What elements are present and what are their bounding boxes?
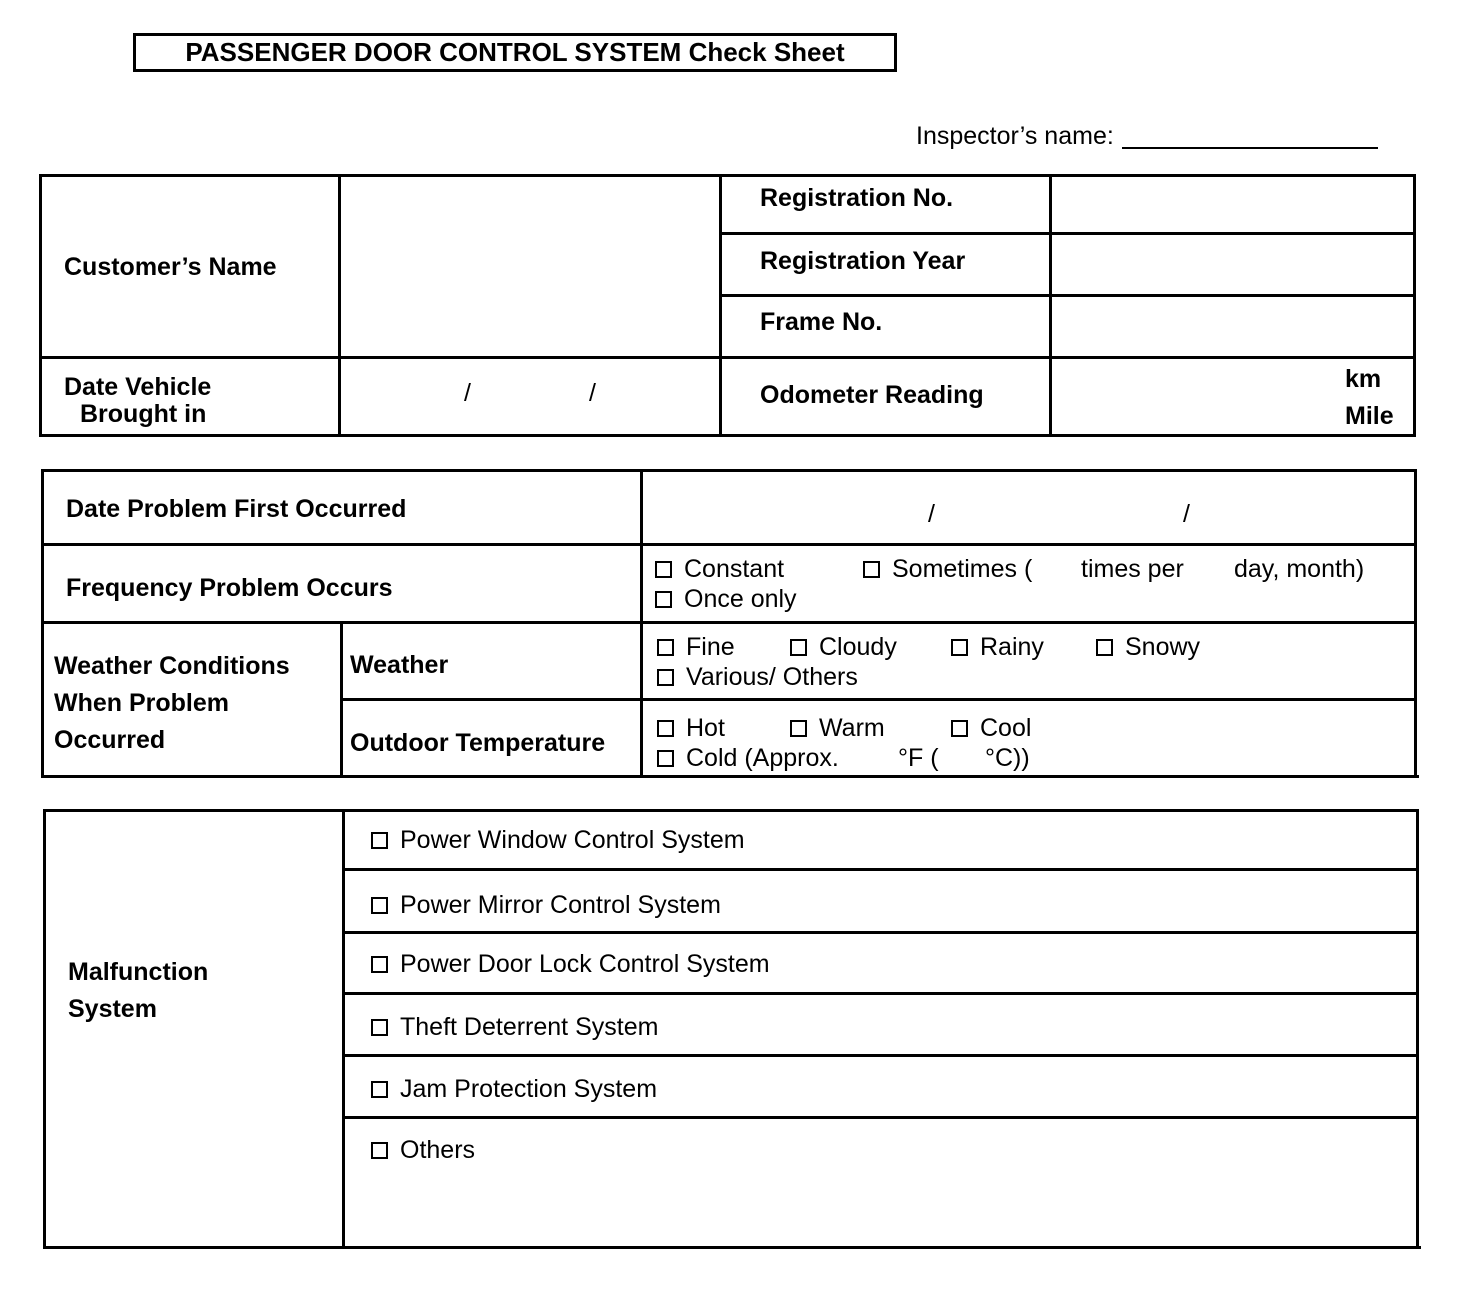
temp-cold-label: Cold (Approx. [686, 744, 839, 772]
table3-right-border [1416, 809, 1419, 1249]
malfunction-power-mirror-option[interactable] [371, 890, 721, 920]
weather-fine-label: Fine [686, 633, 735, 661]
table2-bottom-border [41, 775, 1419, 778]
malfunction-item-label: Power Door Lock Control System [400, 950, 770, 978]
registration-no-label: Registration No. [760, 184, 954, 212]
freq-times-per-text: times per [1081, 555, 1184, 583]
malfunction-others-option[interactable] [371, 1135, 475, 1165]
table1-top-border [39, 174, 1416, 177]
temp-cool-option[interactable] [951, 713, 1031, 743]
temp-hot-option[interactable] [657, 713, 725, 743]
checkbox[interactable] [371, 1019, 388, 1036]
table1-row-divider [39, 356, 1416, 359]
date-vehicle-label-line2: Brought in [80, 400, 207, 428]
weather-group-label-line3: Occurred [54, 726, 166, 754]
temp-fahrenheit-text: °F ( [898, 744, 939, 772]
checkbox[interactable] [371, 956, 388, 973]
temp-cool-label: Cool [980, 714, 1032, 742]
frame-no-label: Frame No. [760, 308, 883, 336]
malfunction-power-window-option[interactable] [371, 825, 745, 855]
registration-no-field[interactable] [1053, 178, 1412, 232]
weather-cloudy-option[interactable] [790, 632, 897, 662]
table1-col-divider [719, 174, 722, 437]
table3-row-divider [343, 1054, 1418, 1057]
freq-once-label: Once only [684, 585, 797, 613]
customer-name-label: Customer’s Name [64, 253, 277, 281]
malfunction-label-line2: System [68, 995, 157, 1023]
freq-sometimes-label: Sometimes ( [892, 555, 1033, 583]
date-vehicle-field[interactable] [342, 360, 718, 434]
checkbox[interactable] [655, 591, 672, 608]
freq-sometimes-option[interactable] [863, 554, 1032, 584]
table1-right-border [1413, 174, 1416, 437]
table3-top-border [43, 809, 1418, 812]
malfunction-theft-deterrent-option[interactable] [371, 1012, 658, 1042]
weather-fine-option[interactable] [657, 632, 735, 662]
temp-warm-option[interactable] [790, 713, 885, 743]
date-first-occurred-field[interactable] [644, 473, 1413, 543]
odometer-label: Odometer Reading [760, 381, 984, 409]
freq-constant-label: Constant [684, 555, 785, 583]
checkbox[interactable] [863, 561, 880, 578]
inspector-name-field[interactable] [916, 122, 1378, 151]
malfunction-label-line1: Malfunction [68, 958, 209, 986]
table2-top-border [41, 469, 1416, 472]
malfunction-power-door-lock-option[interactable] [371, 949, 770, 979]
freq-day-month-text: day, month) [1234, 555, 1365, 583]
weather-group-label-line1: Weather Conditions [54, 652, 290, 680]
temp-warm-label: Warm [819, 714, 885, 742]
malfunction-jam-protection-option[interactable] [371, 1074, 657, 1104]
checkbox[interactable] [951, 639, 968, 656]
checkbox[interactable] [1096, 639, 1113, 656]
temp-cold-option[interactable] [657, 743, 839, 773]
malfunction-item-label: Power Window Control System [400, 826, 745, 854]
date-vehicle-label-line1: Date Vehicle [64, 373, 212, 401]
table2-right-border [1414, 469, 1417, 778]
table1-row-divider [719, 294, 1416, 297]
date-separator: / [464, 379, 471, 407]
date-separator: / [589, 379, 596, 407]
malfunction-item-label: Power Mirror Control System [400, 891, 721, 919]
malfunction-item-label: Theft Deterrent System [400, 1013, 659, 1041]
freq-once-option[interactable] [655, 584, 797, 614]
freq-constant-option[interactable] [655, 554, 784, 584]
table1-col-divider [338, 174, 341, 437]
date-separator: / [1183, 500, 1190, 528]
unit-mile: Mile [1345, 402, 1394, 430]
table1-bottom-border [39, 434, 1416, 437]
checkbox[interactable] [951, 720, 968, 737]
date-separator: / [928, 500, 935, 528]
table2-col-divider [340, 621, 343, 778]
frame-no-field[interactable] [1053, 298, 1412, 356]
inspector-name-line[interactable] [1122, 147, 1378, 149]
inspector-label: Inspector’s name: [916, 122, 1114, 150]
table1-left-border [39, 174, 42, 437]
checkbox[interactable] [657, 750, 674, 767]
weather-label: Weather [350, 651, 449, 679]
table3-row-divider [343, 931, 1418, 934]
weather-snowy-label: Snowy [1125, 633, 1201, 661]
checkbox[interactable] [371, 1142, 388, 1159]
weather-snowy-option[interactable] [1096, 632, 1200, 662]
temp-hot-label: Hot [686, 714, 725, 742]
table3-left-border [43, 809, 46, 1249]
table3-bottom-border [43, 1246, 1421, 1249]
checkbox[interactable] [790, 720, 807, 737]
table2-row-divider [41, 543, 1416, 546]
table2-row-divider [41, 621, 1416, 624]
checkbox[interactable] [657, 639, 674, 656]
checkbox[interactable] [657, 669, 674, 686]
weather-cloudy-label: Cloudy [819, 633, 897, 661]
checkbox[interactable] [657, 720, 674, 737]
table2-col-divider [640, 469, 643, 778]
checkbox[interactable] [371, 897, 388, 914]
weather-various-option[interactable] [657, 662, 858, 692]
table2-row-divider [341, 698, 1416, 701]
registration-year-label: Registration Year [760, 247, 966, 275]
table1-col-divider [1049, 174, 1052, 437]
table3-row-divider [343, 868, 1418, 871]
weather-group-label-line2: When Problem [54, 689, 230, 717]
customer-name-field[interactable] [342, 178, 718, 356]
frequency-label: Frequency Problem Occurs [66, 574, 393, 602]
weather-rainy-label: Rainy [980, 633, 1044, 661]
malfunction-item-label: Others [400, 1136, 476, 1164]
checkbox[interactable] [790, 639, 807, 656]
registration-year-field[interactable] [1053, 236, 1412, 294]
weather-rainy-option[interactable] [951, 632, 1044, 662]
table3-col-divider [342, 809, 345, 1249]
checkbox[interactable] [655, 561, 672, 578]
checkbox[interactable] [371, 832, 388, 849]
outdoor-temperature-label: Outdoor Temperature [350, 729, 606, 757]
table3-row-divider [343, 1116, 1418, 1119]
date-first-occurred-label: Date Problem First Occurred [66, 495, 407, 523]
table1-row-divider [719, 232, 1416, 235]
unit-km: km [1345, 365, 1382, 393]
table2-left-border [41, 469, 44, 778]
page-title: PASSENGER DOOR CONTROL SYSTEM Check Sheet [133, 33, 897, 72]
weather-various-label: Various/ Others [686, 663, 858, 691]
checkbox[interactable] [371, 1081, 388, 1098]
temp-celsius-text: °C)) [985, 744, 1030, 772]
table3-row-divider [343, 992, 1418, 995]
malfunction-item-label: Jam Protection System [400, 1075, 658, 1103]
